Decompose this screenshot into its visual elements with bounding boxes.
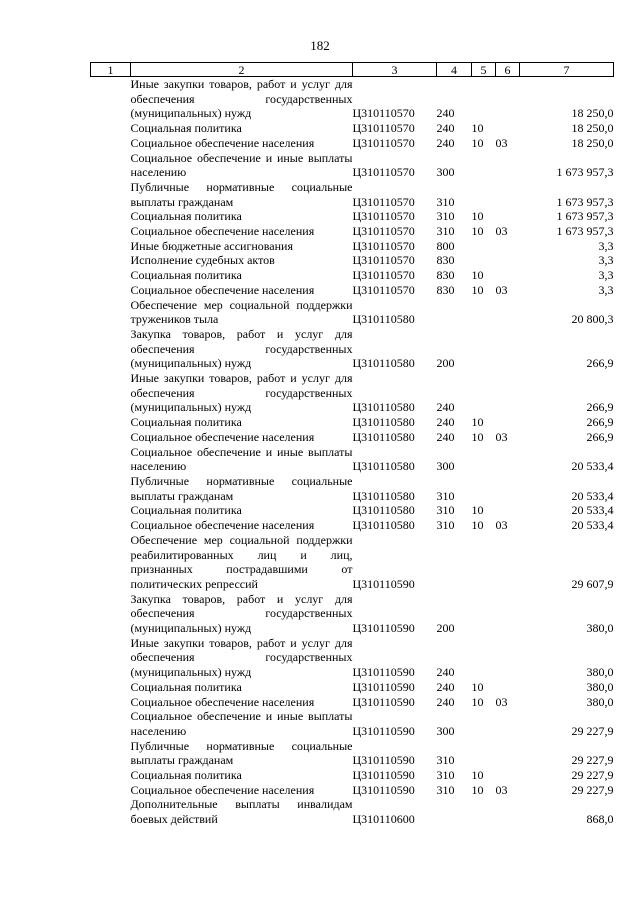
row-name: Социальное обеспечение и иные выплаты населению — [130, 150, 353, 180]
row-name: Иные закупки товаров, работ и услуг для обеспечения государственных (муниципальных) нужд — [130, 371, 353, 415]
row-blank-cell — [91, 445, 131, 474]
table-row — [91, 283, 614, 298]
row-name: Публичные нормативные социальные выплаты гражданам — [130, 473, 353, 503]
table-header-row — [91, 63, 614, 77]
row-sum: 3,3 — [598, 268, 614, 283]
row-code: Ц310110590 — [352, 576, 415, 591]
row-code: Ц310110590 — [352, 723, 415, 738]
row-vr: 310 — [436, 194, 455, 209]
row-vr: 310 — [436, 503, 455, 518]
row-vr — [437, 533, 472, 592]
row-rz: 10 — [471, 224, 484, 239]
row-vr: 830 — [436, 282, 455, 297]
row-blank-cell — [91, 209, 131, 224]
row-code: Ц310110570 — [352, 194, 415, 209]
row-sum: 1 673 957,3 — [556, 224, 614, 239]
row-pr — [496, 253, 520, 268]
row-code: Ц310110570 — [352, 282, 415, 297]
row-rz: 10 — [471, 121, 484, 136]
row-pr — [496, 533, 520, 592]
row-name: Социальная политика — [130, 503, 242, 518]
row-vr: 310 — [436, 753, 455, 768]
table-row — [91, 371, 614, 415]
row-sum: 29 227,9 — [571, 768, 614, 783]
row-rz — [472, 77, 496, 122]
row-code: Ц310110590 — [352, 753, 415, 768]
header-col-7: 7 — [520, 63, 614, 77]
row-vr: 300 — [436, 459, 455, 474]
row-rz: 10 — [471, 415, 484, 430]
row-vr: 830 — [436, 268, 455, 283]
row-rz: 10 — [471, 503, 484, 518]
row-vr: 240 — [436, 121, 455, 136]
row-name: Закупка товаров, работ и услуг для обеспечения государственных (муниципальных) нужд — [130, 326, 353, 371]
row-pr: 03 — [495, 782, 508, 797]
table-row — [91, 298, 614, 327]
row-vr — [437, 298, 472, 327]
row-rz — [472, 592, 496, 636]
row-vr — [437, 797, 472, 826]
row-sum: 29 227,9 — [571, 753, 614, 768]
row-rz: 10 — [471, 268, 484, 283]
row-rz — [472, 797, 496, 826]
row-pr — [496, 268, 520, 283]
table-row — [91, 445, 614, 474]
row-code: Ц310110580 — [352, 459, 415, 474]
row-pr — [496, 503, 520, 518]
table-row — [91, 695, 614, 710]
table-row — [91, 430, 614, 445]
row-code: Ц310110580 — [352, 488, 415, 503]
row-code: Ц310110580 — [352, 415, 415, 430]
row-sum: 380,0 — [586, 694, 614, 709]
row-sum: 3,3 — [598, 253, 614, 268]
header-col-2: 2 — [131, 63, 353, 77]
row-blank-cell — [91, 239, 131, 254]
row-name: Социальное обеспечение и иные выплаты населению — [130, 444, 353, 474]
row-pr: 03 — [495, 224, 508, 239]
row-rz — [472, 151, 496, 180]
row-name: Исполнение судебных актов — [130, 253, 275, 268]
row-code: Ц310110580 — [352, 312, 415, 327]
row-sum: 29 607,9 — [571, 576, 614, 591]
row-sum: 266,9 — [586, 429, 614, 444]
table-row — [91, 77, 614, 122]
row-rz: 10 — [471, 282, 484, 297]
row-rz: 10 — [471, 679, 484, 694]
row-blank-cell — [91, 783, 131, 798]
table-row — [91, 209, 614, 224]
row-blank-cell — [91, 533, 131, 592]
row-blank-cell — [91, 797, 131, 826]
row-vr: 310 — [436, 209, 455, 224]
row-blank-cell — [91, 77, 131, 122]
row-code: Ц310110570 — [352, 165, 415, 180]
row-blank-cell — [91, 695, 131, 710]
row-sum: 20 533,4 — [571, 459, 614, 474]
row-vr: 310 — [436, 782, 455, 797]
row-rz — [472, 533, 496, 592]
table-row — [91, 136, 614, 151]
row-pr — [496, 474, 520, 503]
table-row — [91, 503, 614, 518]
row-rz — [472, 253, 496, 268]
row-name: Социальная политика — [130, 415, 242, 430]
row-rz — [472, 327, 496, 371]
row-pr — [496, 636, 520, 680]
row-pr — [496, 739, 520, 768]
header-col-3: 3 — [353, 63, 437, 77]
row-code: Ц310110570 — [352, 209, 415, 224]
header-col-4: 4 — [437, 63, 472, 77]
row-sum: 3,3 — [598, 282, 614, 297]
row-code: Ц310110590 — [352, 621, 415, 636]
header-col-5: 5 — [472, 63, 496, 77]
row-rz: 10 — [471, 782, 484, 797]
row-code: Ц310110570 — [352, 106, 415, 121]
row-name: Социальное обеспечение населения — [130, 224, 315, 239]
row-rz: 10 — [471, 429, 484, 444]
table-row — [91, 636, 614, 680]
row-sum: 20 800,3 — [571, 312, 614, 327]
table-row — [91, 739, 614, 768]
table-row — [91, 327, 614, 371]
row-blank-cell — [91, 121, 131, 136]
row-name: Социальная политика — [130, 209, 242, 224]
table-row — [91, 268, 614, 283]
row-pr — [496, 680, 520, 695]
row-rz: 10 — [471, 768, 484, 783]
row-code: Ц310110580 — [352, 400, 415, 415]
table-row — [91, 518, 614, 533]
row-rz — [472, 239, 496, 254]
row-vr: 240 — [436, 429, 455, 444]
row-blank-cell — [91, 268, 131, 283]
row-vr: 240 — [436, 135, 455, 150]
row-pr — [496, 592, 520, 636]
row-code: Ц310110580 — [352, 429, 415, 444]
row-sum: 266,9 — [586, 356, 614, 371]
header-col-6: 6 — [496, 63, 520, 77]
row-sum: 380,0 — [586, 679, 614, 694]
row-pr — [496, 180, 520, 209]
row-blank-cell — [91, 180, 131, 209]
row-name: Социальная политика — [130, 768, 242, 783]
row-code: Ц310110570 — [352, 238, 415, 253]
table-row — [91, 592, 614, 636]
row-vr: 300 — [436, 723, 455, 738]
row-pr — [496, 151, 520, 180]
row-name: Социальное обеспечение населения — [130, 782, 315, 797]
row-sum: 1 673 957,3 — [556, 194, 614, 209]
row-rz: 10 — [471, 518, 484, 533]
table-row — [91, 180, 614, 209]
row-blank-cell — [91, 327, 131, 371]
row-pr — [496, 239, 520, 254]
table-row — [91, 474, 614, 503]
row-blank-cell — [91, 680, 131, 695]
row-code: Ц310110580 — [352, 503, 415, 518]
row-rz — [472, 474, 496, 503]
row-blank-cell — [91, 768, 131, 783]
row-name: Социальное обеспечение населения — [130, 135, 315, 150]
row-pr — [496, 709, 520, 738]
row-pr: 03 — [495, 429, 508, 444]
row-pr — [496, 298, 520, 327]
row-name: Публичные нормативные социальные выплаты гражданам — [130, 738, 353, 768]
table-row — [91, 239, 614, 254]
row-sum: 18 250,0 — [571, 106, 614, 121]
row-name: Закупка товаров, работ и услуг для обеспечения государственных (муниципальных) нужд — [130, 591, 353, 636]
table-body — [91, 77, 614, 827]
row-blank-cell — [91, 518, 131, 533]
table-row — [91, 121, 614, 136]
row-code: Ц310110590 — [352, 768, 415, 783]
row-vr: 240 — [436, 665, 455, 680]
row-pr — [496, 77, 520, 122]
row-vr: 200 — [436, 356, 455, 371]
row-rz — [472, 298, 496, 327]
row-blank-cell — [91, 430, 131, 445]
row-sum: 266,9 — [586, 400, 614, 415]
row-vr: 240 — [436, 694, 455, 709]
table-row — [91, 768, 614, 783]
row-code: Ц310110590 — [352, 665, 415, 680]
row-pr: 03 — [495, 518, 508, 533]
row-pr — [496, 209, 520, 224]
row-code: Ц310110580 — [352, 518, 415, 533]
row-pr — [496, 121, 520, 136]
row-vr: 310 — [436, 518, 455, 533]
row-name: Социальная политика — [130, 268, 242, 283]
row-blank-cell — [91, 151, 131, 180]
row-sum: 3,3 — [598, 238, 614, 253]
row-vr: 240 — [436, 679, 455, 694]
row-sum: 380,0 — [586, 621, 614, 636]
row-pr — [496, 371, 520, 415]
row-pr — [496, 797, 520, 826]
row-name: Дополнительные выплаты инвалидам боевых действий — [130, 797, 353, 827]
row-code: Ц310110600 — [352, 812, 415, 827]
row-pr — [496, 445, 520, 474]
table-row — [91, 680, 614, 695]
row-vr: 310 — [436, 488, 455, 503]
row-code: Ц310110570 — [352, 253, 415, 268]
row-sum: 868,0 — [586, 812, 614, 827]
table-row — [91, 253, 614, 268]
row-rz: 10 — [471, 209, 484, 224]
row-sum: 20 533,4 — [571, 518, 614, 533]
row-sum: 18 250,0 — [571, 121, 614, 136]
row-pr: 03 — [495, 282, 508, 297]
row-rz — [472, 445, 496, 474]
row-blank-cell — [91, 592, 131, 636]
table-row — [91, 783, 614, 798]
row-vr: 310 — [436, 768, 455, 783]
row-blank-cell — [91, 503, 131, 518]
row-name: Социальная политика — [130, 679, 242, 694]
row-rz — [472, 709, 496, 738]
row-name: Обеспечение мер социальной поддержки реабилитированных лиц и лиц, признанных пострадавшими от политических репрессий — [130, 532, 353, 591]
row-rz — [472, 739, 496, 768]
row-name: Социальное обеспечение населения — [130, 518, 315, 533]
row-vr: 300 — [436, 165, 455, 180]
budget-table — [90, 62, 614, 827]
row-sum: 20 533,4 — [571, 503, 614, 518]
row-vr: 240 — [436, 106, 455, 121]
row-code: Ц310110590 — [352, 679, 415, 694]
row-code: Ц310110590 — [352, 782, 415, 797]
row-blank-cell — [91, 136, 131, 151]
page-number: 182 — [310, 38, 330, 53]
table-row — [91, 709, 614, 738]
row-name: Обеспечение мер социальной поддержки тружеников тыла — [130, 297, 353, 327]
row-vr: 200 — [436, 621, 455, 636]
row-name: Иные закупки товаров, работ и услуг для обеспечения государственных (муниципальных) нужд — [130, 635, 353, 680]
row-name: Социальное обеспечение населения — [130, 282, 315, 297]
row-vr: 240 — [436, 400, 455, 415]
row-sum: 1 673 957,3 — [556, 209, 614, 224]
row-sum: 20 533,4 — [571, 488, 614, 503]
row-sum: 29 227,9 — [571, 782, 614, 797]
row-pr: 03 — [495, 694, 508, 709]
row-vr: 830 — [436, 253, 455, 268]
row-vr: 800 — [436, 238, 455, 253]
row-name: Публичные нормативные социальные выплаты гражданам — [130, 179, 353, 209]
row-blank-cell — [91, 283, 131, 298]
row-name: Социальное обеспечение населения — [130, 429, 315, 444]
table-row — [91, 151, 614, 180]
header-col-1: 1 — [91, 63, 131, 77]
row-pr — [496, 327, 520, 371]
row-blank-cell — [91, 253, 131, 268]
row-name: Иные закупки товаров, работ и услуг для обеспечения государственных (муниципальных) нужд — [130, 77, 353, 121]
row-blank-cell — [91, 224, 131, 239]
row-sum: 1 673 957,3 — [556, 165, 614, 180]
row-vr: 240 — [436, 415, 455, 430]
row-blank-cell — [91, 298, 131, 327]
row-blank-cell — [91, 415, 131, 430]
table-row — [91, 797, 614, 826]
row-code: Ц310110570 — [352, 224, 415, 239]
row-blank-cell — [91, 371, 131, 415]
table-row — [91, 533, 614, 592]
row-name: Социальная политика — [130, 121, 242, 136]
row-name: Социальное обеспечение населения — [130, 694, 315, 709]
row-pr: 03 — [495, 135, 508, 150]
row-pr — [496, 415, 520, 430]
row-sum: 18 250,0 — [571, 135, 614, 150]
row-code: Ц310110570 — [352, 268, 415, 283]
row-code: Ц310110570 — [352, 135, 415, 150]
row-rz: 10 — [471, 694, 484, 709]
row-rz — [472, 636, 496, 680]
table-row — [91, 415, 614, 430]
row-rz: 10 — [471, 135, 484, 150]
row-sum: 380,0 — [586, 665, 614, 680]
row-rz — [472, 180, 496, 209]
row-code: Ц310110570 — [352, 121, 415, 136]
row-code: Ц310110590 — [352, 694, 415, 709]
row-name: Социальное обеспечение и иные выплаты населению — [130, 709, 353, 738]
row-blank-cell — [91, 739, 131, 768]
row-rz — [472, 371, 496, 415]
row-pr — [496, 768, 520, 783]
row-blank-cell — [91, 636, 131, 680]
row-sum: 29 227,9 — [571, 723, 614, 738]
row-name: Иные бюджетные ассигнования — [130, 238, 293, 253]
table-row — [91, 224, 614, 239]
row-vr: 310 — [436, 224, 455, 239]
row-code: Ц310110580 — [352, 356, 415, 371]
row-sum: 266,9 — [586, 415, 614, 430]
row-blank-cell — [91, 709, 131, 738]
row-blank-cell — [91, 474, 131, 503]
